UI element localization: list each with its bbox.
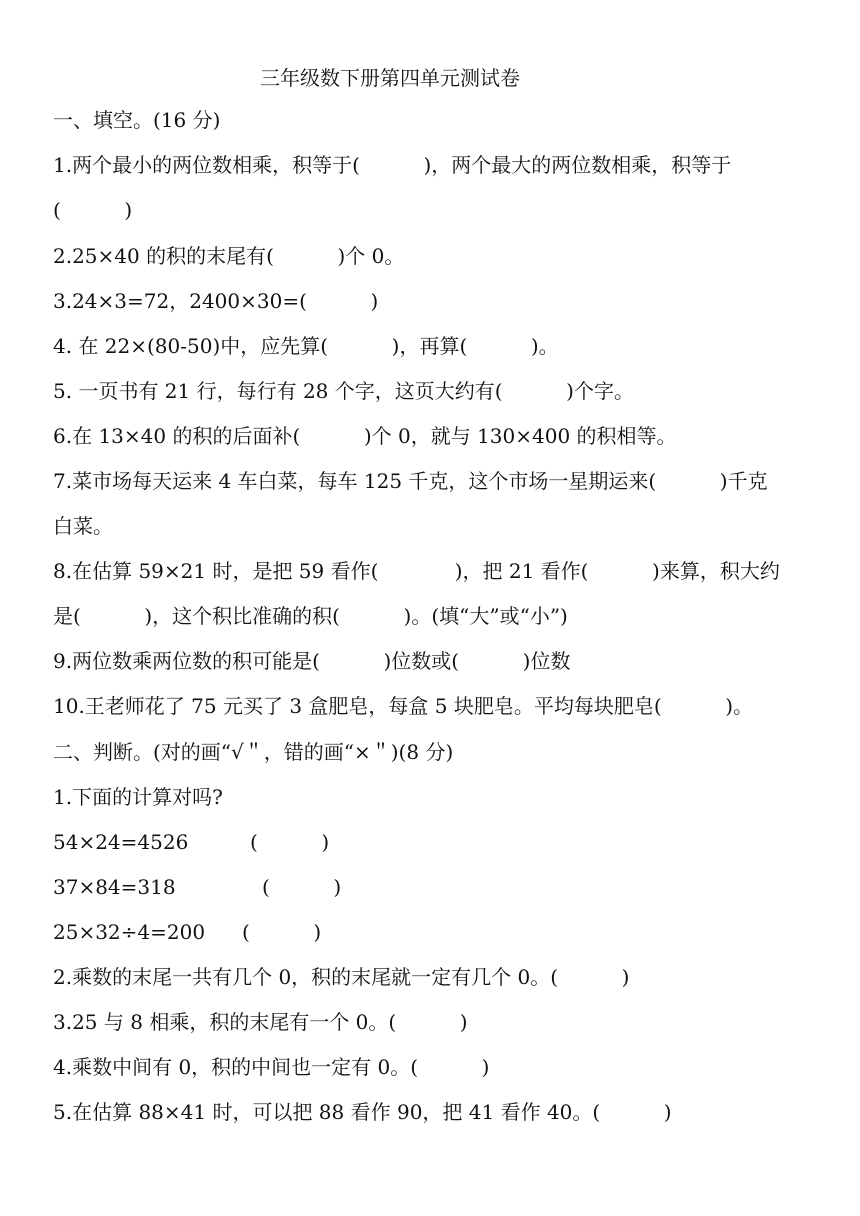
question-1-line-1: 1.两个最小的两位数相乘，积等于( )，两个最大的两位数相乘，积等于 [53, 153, 732, 177]
question-10: 10.王老师花了 75 元买了 3 盒肥皂，每盒 5 块肥皂。平均每块肥皂( )。 [53, 694, 754, 718]
judge-question-5: 5.在估算 88×41 时，可以把 88 看作 90，把 41 看作 40。( ) [53, 1100, 672, 1124]
question-3: 3.24×3=72，2400×30=( ) [53, 289, 379, 313]
question-5: 5. 一页书有 21 行，每行有 28 个字，这页大约有( )个字。 [53, 379, 634, 403]
question-4: 4. 在 22×(80-50)中，应先算( )，再算( )。 [53, 334, 559, 358]
question-1-line-2: ( ) [53, 198, 133, 222]
judge-question-3: 3.25 与 8 相乘，积的末尾有一个 0。( ) [53, 1010, 468, 1034]
calc-expression-2: 37×84=318 [53, 875, 176, 899]
judge-question-1: 1.下面的计算对吗? [53, 785, 223, 809]
judge-question-4: 4.乘数中间有 0，积的中间也一定有 0。( ) [53, 1055, 490, 1079]
question-7-line-2: 白菜。 [53, 514, 113, 538]
calc-expression-1: 54×24=4526 [53, 830, 189, 854]
calc-answer-blank-2: ( ) [262, 875, 342, 899]
section-1-heading: 一、填空。(16 分) [53, 108, 221, 132]
calc-expression-3: 25×32÷4=200 [53, 920, 206, 944]
question-6: 6.在 13×40 的积的后面补( )个 0，就与 130×400 的积相等。 [53, 424, 677, 448]
calc-answer-blank-3: ( ) [242, 920, 322, 944]
question-7-line-1: 7.菜市场每天运来 4 车白菜，每车 125 千克，这个市场一星期运来( )千克 [53, 469, 768, 493]
question-8-line-1: 8.在估算 59×21 时，是把 59 看作( )，把 21 看作( )来算，积大约 [53, 559, 780, 583]
question-9: 9.两位数乘两位数的积可能是( )位数或( )位数 [53, 649, 571, 673]
question-2: 2.25×40 的积的末尾有( )个 0。 [53, 244, 405, 268]
judge-question-2: 2.乘数的末尾一共有几个 0，积的末尾就一定有几个 0。( ) [53, 965, 630, 989]
question-8-line-2: 是( )，这个积比准确的积( )。(填“大”或“小”) [53, 604, 568, 628]
calc-answer-blank-1: ( ) [250, 830, 330, 854]
section-2-heading: 二、判断。(对的画“√＂，错的画“×＂)(8 分) [53, 740, 454, 764]
page-title: 三年级数下册第四单元测试卷 [260, 66, 520, 90]
